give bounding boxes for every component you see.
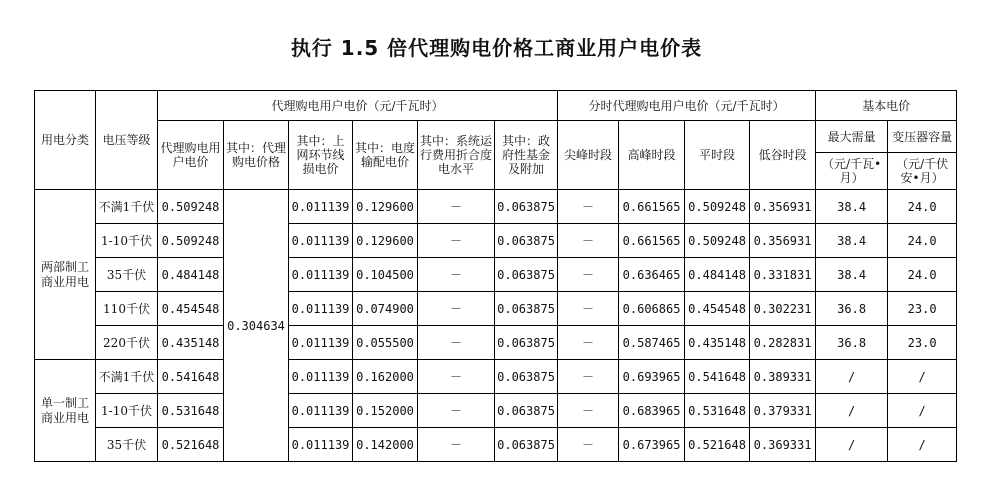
loss-cell: 0.011139 <box>289 190 353 224</box>
capacity-cell: / <box>888 394 957 428</box>
header-system: 其中：系统运行费用折合度电水平 <box>418 121 495 190</box>
header-group-basic: 基本电价 <box>816 91 957 121</box>
peak-cell: 0.587465 <box>619 326 685 360</box>
fund-cell: 0.063875 <box>495 394 558 428</box>
trans-cell: 0.055500 <box>353 326 418 360</box>
sharp-cell: － <box>558 224 619 258</box>
valley-cell: 0.331831 <box>750 258 816 292</box>
sharp-cell: － <box>558 326 619 360</box>
demand-cell: 38.4 <box>816 190 888 224</box>
valley-cell: 0.282831 <box>750 326 816 360</box>
table-row <box>35 292 957 326</box>
trans-cell: 0.152000 <box>353 394 418 428</box>
header-unit-demand: （元/千瓦•月） <box>816 153 888 190</box>
valley-cell: 0.389331 <box>750 360 816 394</box>
proxy-cell: 0.531648 <box>158 394 224 428</box>
flat-cell: 0.454548 <box>685 292 750 326</box>
proxy-cell: 0.541648 <box>158 360 224 394</box>
header-voltage: 电压等级 <box>96 91 158 190</box>
sharp-cell: － <box>558 258 619 292</box>
voltage-cell: 110千伏 <box>96 292 158 326</box>
category-cell: 单一制工商业用电 <box>35 360 96 462</box>
system-cell: － <box>418 360 495 394</box>
system-cell: － <box>418 292 495 326</box>
proxy-cell: 0.509248 <box>158 190 224 224</box>
valley-cell: 0.356931 <box>750 224 816 258</box>
system-cell: － <box>418 190 495 224</box>
sharp-cell: － <box>558 360 619 394</box>
system-cell: － <box>418 258 495 292</box>
category-cell: 两部制工商业用电 <box>35 190 96 360</box>
sharp-cell: － <box>558 428 619 462</box>
proxy-cell: 0.509248 <box>158 224 224 258</box>
table-row <box>35 326 957 360</box>
table-row <box>35 224 957 258</box>
demand-cell: 38.4 <box>816 224 888 258</box>
capacity-cell: 24.0 <box>888 258 957 292</box>
capacity-cell: 24.0 <box>888 224 957 258</box>
trans-cell: 0.074900 <box>353 292 418 326</box>
table-row <box>35 394 957 428</box>
voltage-cell: 220千伏 <box>96 326 158 360</box>
loss-cell: 0.011139 <box>289 292 353 326</box>
header-fund: 其中：政府性基金及附加 <box>495 121 558 190</box>
fund-cell: 0.063875 <box>495 190 558 224</box>
header-unit-capacity: （元/千伏安•月） <box>888 153 957 190</box>
sharp-cell: － <box>558 394 619 428</box>
trans-cell: 0.162000 <box>353 360 418 394</box>
trans-cell: 0.129600 <box>353 224 418 258</box>
sharp-cell: － <box>558 292 619 326</box>
header-proxy-price: 代理购电用户电价 <box>158 121 224 190</box>
table-row <box>35 428 957 462</box>
demand-cell: 36.8 <box>816 292 888 326</box>
loss-cell: 0.011139 <box>289 326 353 360</box>
loss-cell: 0.011139 <box>289 394 353 428</box>
peak-cell: 0.661565 <box>619 190 685 224</box>
trans-cell: 0.104500 <box>353 258 418 292</box>
header-loss: 其中：上网环节线损电价 <box>289 121 353 190</box>
valley-cell: 0.356931 <box>750 190 816 224</box>
table-row <box>35 190 957 224</box>
header-valley: 低谷时段 <box>750 121 816 190</box>
header-sharp: 尖峰时段 <box>558 121 619 190</box>
trans-cell: 0.129600 <box>353 190 418 224</box>
header-proxy-buy: 其中：代理购电价格 <box>224 121 289 190</box>
price-table <box>34 90 957 462</box>
header-capacity: 变压器容量 <box>888 121 957 153</box>
flat-cell: 0.484148 <box>685 258 750 292</box>
fund-cell: 0.063875 <box>495 258 558 292</box>
proxy-buy-price-cell: 0.304634 <box>224 190 289 462</box>
system-cell: － <box>418 326 495 360</box>
loss-cell: 0.011139 <box>289 258 353 292</box>
voltage-cell: 35千伏 <box>96 258 158 292</box>
capacity-cell: / <box>888 360 957 394</box>
system-cell: － <box>418 394 495 428</box>
table-row <box>35 360 957 394</box>
demand-cell: / <box>816 428 888 462</box>
header-peak: 高峰时段 <box>619 121 685 190</box>
loss-cell: 0.011139 <box>289 360 353 394</box>
header-flat: 平时段 <box>685 121 750 190</box>
capacity-cell: / <box>888 428 957 462</box>
peak-cell: 0.661565 <box>619 224 685 258</box>
page-title: 执行 1.5 倍代理购电价格工商业用户电价表 <box>290 36 703 60</box>
proxy-cell: 0.484148 <box>158 258 224 292</box>
voltage-cell: 35千伏 <box>96 428 158 462</box>
loss-cell: 0.011139 <box>289 428 353 462</box>
header-category: 用电分类 <box>35 91 96 190</box>
fund-cell: 0.063875 <box>495 292 558 326</box>
voltage-cell: 不满1千伏 <box>96 360 158 394</box>
table-row <box>35 258 957 292</box>
fund-cell: 0.063875 <box>495 428 558 462</box>
header-group-tou: 分时代理购电用户电价（元/千瓦时） <box>558 91 816 121</box>
proxy-cell: 0.521648 <box>158 428 224 462</box>
flat-cell: 0.509248 <box>685 190 750 224</box>
demand-cell: / <box>816 394 888 428</box>
valley-cell: 0.302231 <box>750 292 816 326</box>
trans-cell: 0.142000 <box>353 428 418 462</box>
flat-cell: 0.521648 <box>685 428 750 462</box>
peak-cell: 0.636465 <box>619 258 685 292</box>
proxy-cell: 0.454548 <box>158 292 224 326</box>
flat-cell: 0.531648 <box>685 394 750 428</box>
system-cell: － <box>418 224 495 258</box>
flat-cell: 0.541648 <box>685 360 750 394</box>
sharp-cell: － <box>558 190 619 224</box>
capacity-cell: 23.0 <box>888 326 957 360</box>
capacity-cell: 24.0 <box>888 190 957 224</box>
header-demand: 最大需量 <box>816 121 888 153</box>
peak-cell: 0.693965 <box>619 360 685 394</box>
peak-cell: 0.673965 <box>619 428 685 462</box>
voltage-cell: 1-10千伏 <box>96 224 158 258</box>
header-transmission: 其中：电度输配电价 <box>353 121 418 190</box>
peak-cell: 0.683965 <box>619 394 685 428</box>
system-cell: － <box>418 428 495 462</box>
demand-cell: 38.4 <box>816 258 888 292</box>
header-group-proxy: 代理购电用户电价（元/千瓦时） <box>158 91 558 121</box>
voltage-cell: 不满1千伏 <box>96 190 158 224</box>
fund-cell: 0.063875 <box>495 326 558 360</box>
flat-cell: 0.509248 <box>685 224 750 258</box>
demand-cell: 36.8 <box>816 326 888 360</box>
valley-cell: 0.379331 <box>750 394 816 428</box>
flat-cell: 0.435148 <box>685 326 750 360</box>
peak-cell: 0.606865 <box>619 292 685 326</box>
loss-cell: 0.011139 <box>289 224 353 258</box>
demand-cell: / <box>816 360 888 394</box>
capacity-cell: 23.0 <box>888 292 957 326</box>
proxy-cell: 0.435148 <box>158 326 224 360</box>
valley-cell: 0.369331 <box>750 428 816 462</box>
voltage-cell: 1-10千伏 <box>96 394 158 428</box>
fund-cell: 0.063875 <box>495 360 558 394</box>
fund-cell: 0.063875 <box>495 224 558 258</box>
